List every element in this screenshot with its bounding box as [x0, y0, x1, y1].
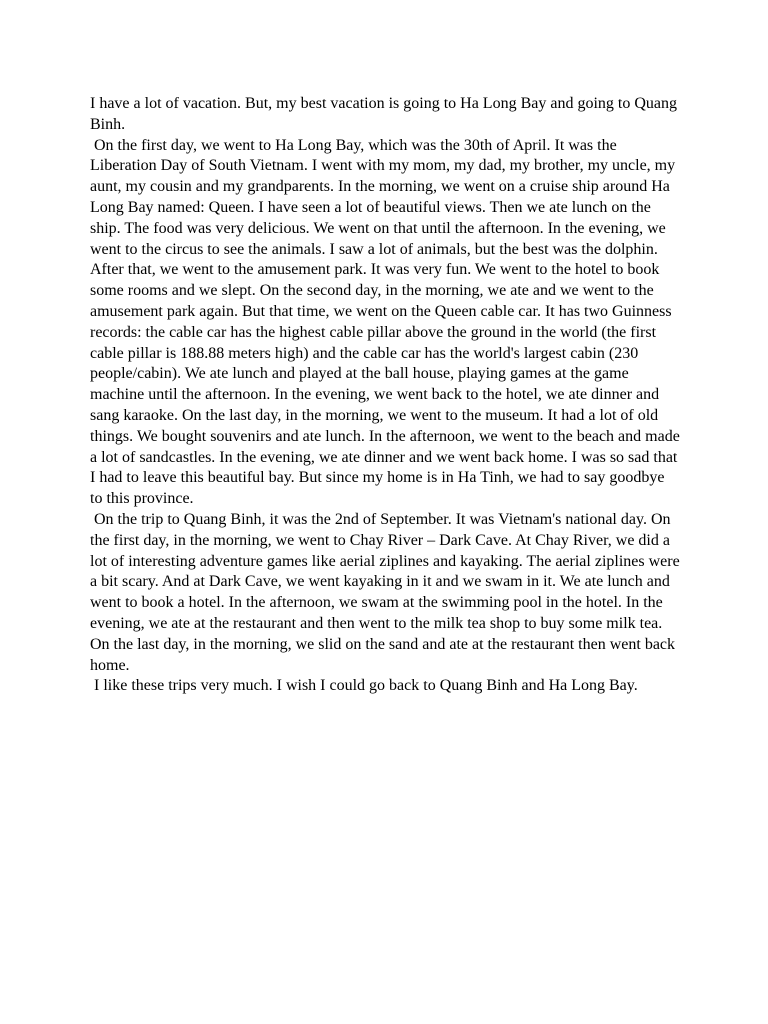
paragraph-ha-long-bay-trip: On the first day, we went to Ha Long Bay, which was the 30th of April. It was the Liberation Day of South Vietnam. I went with my mom, my dad, my brother, my uncle, my aunt, my cousin and my grandparents. In the morning, we went on a cruise ship around Ha Long Bay named: Queen. I have seen a lot of beautiful views. Then we ate lunch on the ship. The food was very delicious. We went on that until the afternoon. In the evening, we went to the circus to see the animals. I saw a lot of animals, but the best was the dolphin. After that, we went to the amusement park. It was very fun. We went to the hotel to book some rooms and we slept. On the second day, in the morning, we ate and we went to the amusement park again. But that time, we went on the Queen cable car. It has two Guinness records: the cable car has the highest cable pillar above the ground in the world (the first cable pillar is 188.88 meters high) and the cable car has the world's largest cabin (230 people/cabin). We ate lunch and played at the ball house, playing games at the game machine until the afternoon. In the evening, we went back to the hotel, we ate dinner and sang karaoke. On the last day, in the morning, we went to the museum. It had a lot of old things. We bought souvenirs and ate lunch. In the afternoon, we went to the beach and made a lot of sandcastles. In the evening, we ate dinner and we went back home. I was so sad that I had to leave this beautiful bay. But since my home is in Ha Tinh, we had to say goodbye to this province.: [90, 136, 684, 508]
paragraph-intro: I have a lot of vacation. But, my best vacation is going to Ha Long Bay and going to Quang Binh.: [90, 95, 681, 133]
document-body: [90, 94, 684, 697]
paragraph-quang-binh-trip: On the trip to Quang Binh, it was the 2nd of September. It was Vietnam's national day. On the first day, in the morning, we went to Chay River – Dark Cave. At Chay River, we did a lot of interesting adventure games like aerial ziplines and kayaking. The aerial ziplines were a bit scary. And at Dark Cave, we went kayaking in it and we swam in it. We ate lunch and went to book a hotel. In the afternoon, we swam at the swimming pool in the hotel. In the evening, we ate at the restaurant and then went to the milk tea shop to buy some milk tea. On the last day, in the morning, we slid on the sand and ate at the restaurant then went back home.: [90, 510, 684, 674]
paragraph-conclusion: I like these trips very much. I wish I could go back to Quang Binh and Ha Long Bay.: [90, 677, 638, 695]
